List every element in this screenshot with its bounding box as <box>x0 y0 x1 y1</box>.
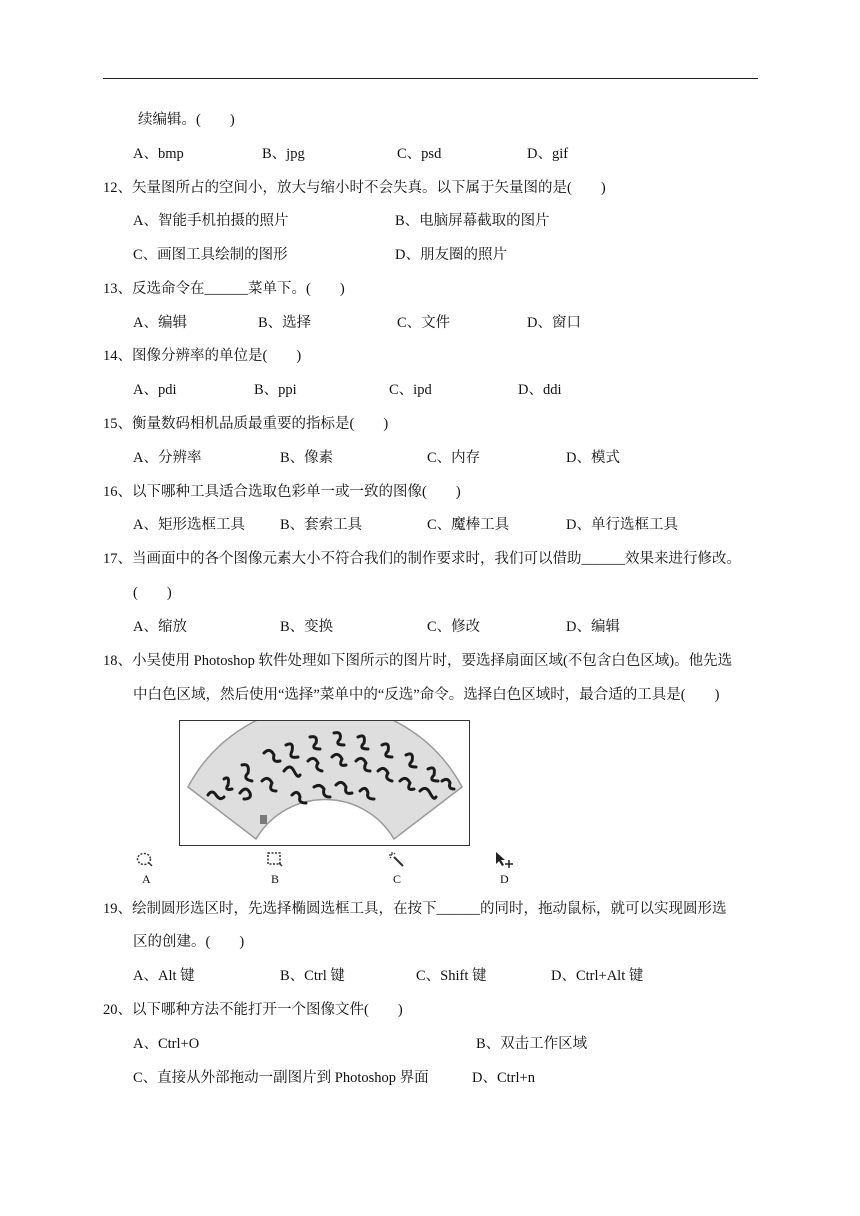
q14-option-d: D、ddi <box>518 382 562 398</box>
q16-stem: 16、以下哪种工具适合选取色彩单一或一致的图像( ) <box>103 484 461 500</box>
q16-option-d: D、单行选框工具 <box>566 517 678 533</box>
q20-option-d: D、Ctrl+n <box>472 1070 535 1086</box>
q14-stem: 14、图像分辨率的单位是( ) <box>103 348 302 364</box>
q17-continuation: ( ) <box>133 585 172 601</box>
fan-calligraphy-image <box>179 720 470 846</box>
q12-option-c: C、画图工具绘制的图形 <box>133 247 288 263</box>
magic-wand-icon <box>388 851 406 869</box>
header-rule <box>103 78 758 79</box>
q19-option-b: B、Ctrl 键 <box>280 968 345 984</box>
q20-option-c: C、直接从外部拖动一副图片到 Photoshop 界面 <box>133 1070 429 1086</box>
q17-option-c: C、修改 <box>427 619 481 635</box>
q13-stem: 13、反选命令在______菜单下。( ) <box>103 281 345 297</box>
rectangular-marquee-icon <box>266 851 284 869</box>
q12-option-d: D、朋友圈的照片 <box>395 247 507 263</box>
q16-option-a: A、矩形选框工具 <box>133 517 245 533</box>
q16-option-b: B、套索工具 <box>280 517 363 533</box>
q17-stem: 17、当画面中的各个图像元素大小不符合我们的制作要求时，我们可以借助______效果来进行修改。 <box>103 551 741 567</box>
q20-option-a: A、Ctrl+O <box>133 1036 200 1052</box>
tool-label-b: B <box>271 872 280 886</box>
q19-option-d: D、Ctrl+Alt 键 <box>551 968 644 984</box>
q15-stem: 15、衡量数码相机品质最重要的指标是( ) <box>103 416 389 432</box>
q20-option-b: B、双击工作区域 <box>476 1036 588 1052</box>
q11-option-a: A、bmp <box>133 146 184 162</box>
q14-option-c: C、ipd <box>389 382 432 398</box>
q12-option-b: B、电脑屏幕截取的图片 <box>395 213 550 229</box>
q11-continuation: 续编辑。( ) <box>138 112 235 128</box>
tool-label-c: C <box>393 872 402 886</box>
tool-label-a: A <box>142 872 151 886</box>
q18-continuation: 中白色区域，然后使用“选择”菜单中的“反选”命令。选择白色区域时，最合适的工具是( ) <box>133 687 720 703</box>
q19-continuation: 区的创建。( ) <box>133 934 245 950</box>
q17-option-b: B、变换 <box>280 619 334 635</box>
fan-artwork <box>180 721 469 845</box>
q11-option-d: D、gif <box>527 146 569 162</box>
q18-stem: 18、小吴使用 Photoshop 软件处理如下图所示的图片时，要选择扇面区域(不包含白色区域)。他先选 <box>103 653 733 669</box>
q16-option-c: C、魔棒工具 <box>427 517 510 533</box>
path-selection-icon <box>495 851 513 869</box>
elliptical-marquee-icon <box>136 851 154 869</box>
q19-option-c: C、Shift 键 <box>416 968 487 984</box>
q17-option-d: D、编辑 <box>566 619 620 635</box>
q13-option-d: D、窗口 <box>527 315 581 331</box>
q19-option-a: A、Alt 键 <box>133 968 195 984</box>
q15-option-a: A、分辨率 <box>133 450 202 466</box>
q13-option-c: C、文件 <box>397 315 451 331</box>
q15-option-b: B、像素 <box>280 450 334 466</box>
q15-option-c: C、内存 <box>427 450 481 466</box>
tool-label-d: D <box>500 872 509 886</box>
q19-stem: 19、绘制圆形选区时，先选择椭圆选框工具，在按下______的同时，拖动鼠标，就可以实现圆形选 <box>103 901 727 917</box>
q11-option-c: C、psd <box>397 146 442 162</box>
q17-option-a: A、缩放 <box>133 619 187 635</box>
q15-option-d: D、模式 <box>566 450 620 466</box>
q20-stem: 20、以下哪种方法不能打开一个图像文件( ) <box>103 1002 403 1018</box>
q11-option-b: B、jpg <box>262 146 305 162</box>
q14-option-a: A、pdi <box>133 382 177 398</box>
q13-option-a: A、编辑 <box>133 315 187 331</box>
q13-option-b: B、选择 <box>258 315 312 331</box>
q12-stem: 12、矢量图所占的空间小，放大与缩小时不会失真。以下属于矢量图的是( ) <box>103 180 606 196</box>
q12-option-a: A、智能手机拍摄的照片 <box>133 213 289 229</box>
q14-option-b: B、ppi <box>254 382 297 398</box>
